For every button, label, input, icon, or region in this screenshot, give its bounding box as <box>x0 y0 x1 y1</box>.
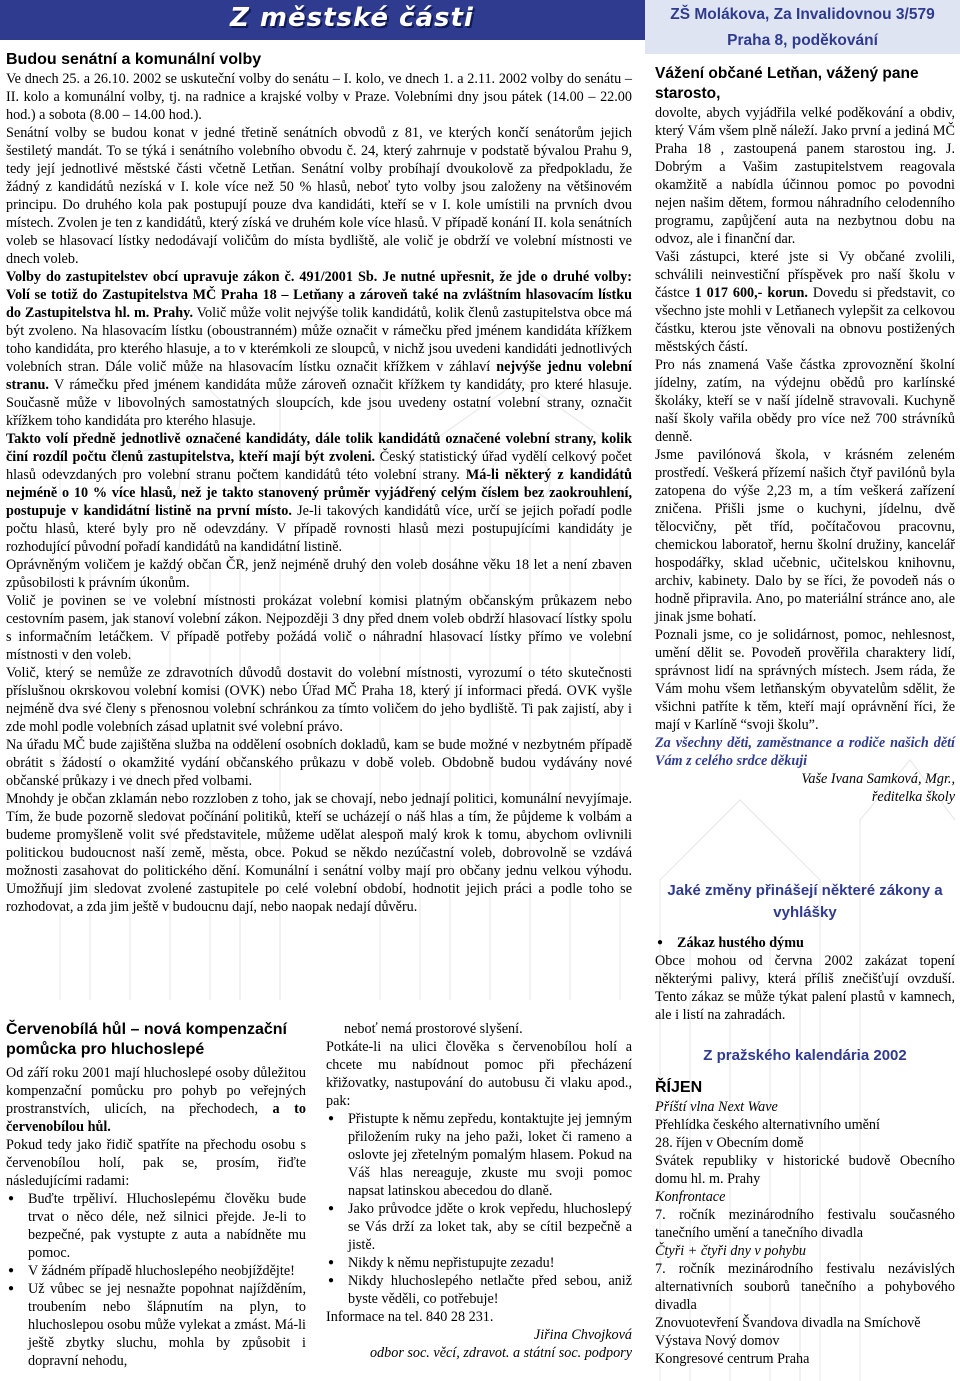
thanks-text: Za všechny děti, zaměstnance a rodiče našich dětí Vám z celého srdce děkuji <box>655 735 955 769</box>
paragraph <box>6 430 632 556</box>
cane-article-left <box>6 1020 306 1370</box>
info-phone: Informace na tel. 840 28 231. <box>326 1309 494 1325</box>
bold-text: a to červenobílou hůl. <box>6 1101 306 1135</box>
calendar-line: 7. ročník mezinárodního festivalu současného tanečního umění a tanečního divadla <box>655 1207 955 1241</box>
paragraph: Volič je povinen se ve volební místnosti prokázat volební komisi platným občanským průkazem nebo cestovním pasem, jak stanoví volební zákon. Nejpozději 3 dny před dnem voleb obdrží hlasovací lístky spolu s informačním letáčkem. V případě potřeby požádá volič o náhradní hlasovací lístky přímo ve volební místnosti v den voleb. <box>6 593 632 663</box>
calendar-line: Svátek republiky v historické budově Obecního domu hl. m. Prahy <box>655 1153 955 1187</box>
text: Český statistický úřad vydělí celkový počet hlasů odevzdaných pro volební stranu počtem kandidátů této volební strany. <box>6 449 632 483</box>
calendar-line: Kongresové centrum Praha <box>655 1351 810 1367</box>
signature-name: Vaše Ivana Samková, Mgr., <box>801 771 955 787</box>
bold-text: 1 017 600,- korun. <box>694 285 808 301</box>
paragraph <box>6 268 632 430</box>
paragraph: neboť nemá prostorové slyšení. <box>344 1021 523 1037</box>
article-heading: Budou senátní a komunální volby <box>6 51 262 68</box>
list-item: ● Buďte trpěliví. Hluchoslepému člověku bude trvat o něco déle, než silnici přejde. Je-li to bezpečné, pak vystupte z auta a nabídněte mu pomoc. <box>6 1190 306 1262</box>
paragraph: Ve dnech 25. a 26.10. 2002 se uskuteční volby do senátu – I. kolo, ve dnech 1. a 2.11. 2002 volby do senátu – II. kolo a komunální volby, tj. na radnice a krajské volby v Praze. Volebními dny jsou pátek (14.00 – 22.00 hod.) a sobota (8.00 – 14.00 hod.). <box>6 71 632 123</box>
school-title-2: Praha 8, poděkování <box>727 32 878 49</box>
calendar-line: Výstava Nový domov <box>655 1333 780 1349</box>
law-changes-article <box>655 880 955 1024</box>
cane-article-right <box>326 1020 632 1362</box>
section-banner <box>0 0 645 40</box>
paragraph <box>6 1064 306 1136</box>
signature-name: Jiřina Chvojková <box>533 1327 632 1343</box>
help-list <box>326 1110 632 1308</box>
calendar-title: Z pražského kalendária 2002 <box>703 1047 907 1064</box>
signature-role: ředitelka školy <box>871 789 955 805</box>
text: Dovedu si představit, co všechno jste mohli v Letňanech vylepšit za celkovou částku, kterou jste věnovali na obnovu postižených městských částí. <box>655 285 955 355</box>
changes-title: Jaké změny přinášejí některé zákony a vyhlášky <box>667 882 943 921</box>
school-article <box>655 64 955 806</box>
calendar-line: Konfrontace <box>655 1189 726 1205</box>
list-item: ● Jako průvodce jděte o krok vepředu, hluchoslepý se Vás drží za loket tak, aby se cítil bezpečně a jistě. <box>326 1200 632 1254</box>
calendar-list <box>655 1098 955 1368</box>
paragraph: Volič, který se nemůže ze zdravotních důvodů dostavit do volební místnosti, vyrozumí o této skutečnosti příslušnou okrskovou volební komisi (OVK) nebo Úřad MČ Praha 18, který jí informaci předá. OVK vyšle nejméně dva své členy s přenosnou volební schránkou za tímto voličem do jeho bydliště. Ti pak zajistí, aby i zde mohl podle volebních zásad uplatnit své volební právo. <box>6 665 632 735</box>
tips-list <box>6 1190 306 1370</box>
paragraph: Mnohdy je občan zklamán nebo rozzloben z toho, jak se chovají, nebo jednají politici, komunální nevyjímaje. Tím, že bude pozorně sledovat počínání politiků, kteří se ucházejí o náš hlas a tím, že půjdeme k volbám a budeme promyšleně volit své představitele, můžeme udělat alespoň malý krok k tomu, abychom ovlivnili politickou budoucnost naší země, města, obce. Pokud se někdo nezúčastní voleb, dobrovolně se vzdává možnosti zasahovat do politického dění. Komunální i senátní volby mají pro občany jednu velkou výhodu. Umožňují jim sledovat zvolené zastupitele po celé volební období, hodnotit jejich práci a podle toho se rozhodovat, a zda jim ještě v budoucnu dají, nebo naopak nedají důvěru. <box>6 791 632 915</box>
paragraph <box>655 248 955 356</box>
bold-text: Volby do zastupitelstev obcí upravuje zákon č. 491/2001 Sb. Je nutné upřesnit, že jde o druhé volby: Volí se totiž do Zastupitelstva MČ Praha 18 – Letňany a zároveň také na zvláštním hlasovacím lístku do Zastupitelstva hl. m. Prahy. <box>6 269 632 321</box>
paragraph: Potkáte-li na ulici člověka s červenobílou holí a chcete mu nabídnout pomoc při přecházení křižovatky, nastupování do autobusu či vlaku apod., pak: <box>326 1039 632 1109</box>
bold-text: Má-li některý z kandidátů nejméně o 10 % více hlasů, než je takto stanovený průměr vyjádřený celým číslem bez zaokrouhlení, postupuje v kandidátní listině na první místo. <box>6 467 633 519</box>
calendar-month: ŘÍJEN <box>655 1079 703 1096</box>
changes-list <box>655 934 955 952</box>
bold-text: nejvýše jednu volební stranu. <box>6 359 632 393</box>
list-item: ● Nikdy hluchoslepého netlačte před sebou, aniž byste věděli, co potřebuje! <box>326 1272 632 1308</box>
list-item: ● Přistupte k němu zepředu, kontaktujte jej jemným přiložením ruky na jeho paži, loket či rameno a oslovte jej zřetelným pomalým hlasem. Pokud na Váš hlas nereaguje, zkuste mu svoji pomoc napsat latinskou abecedou do dlaně. <box>326 1110 632 1200</box>
paragraph: Oprávněným voličem je každý občan ČR, jenž nejméně druhý den voleb dosáhne věku 18 let a není zbaven způsobilosti k právním úkonům. <box>6 557 632 591</box>
paragraph: Senátní volby se budou konat v jedné třetině senátních obvodů z 81, ve kterých končí senátorům jejich šestiletý mandát. To se týká i senátního volebního obvodu č. 24, který zahrnuje v podstatě bývalou Prahu 9, tedy její jednotlivé městské části včetně Letňan. Senátní volby probíhají dvoukolově za předpokladu, že žádný z kandidátů nezíská v I. kole více než 50 % hlasů, neboť tyto volby jsou založeny na většinovém principu. Do druhého kola pak postupují pouze dva kandidáti, kteří se v I. kole umístili na prvních dvou místech. Zvolen je ten z kandidátů, který získá ve druhém kole více hlasů. V případě konání II. kola senátních voleb se hlasovací lístky nedodávají voličům do místa bydliště, ale volič je obdrží ve volební místnosti ve dnech voleb. <box>6 125 632 267</box>
paragraph: Jsme pavilónová škola, v krásném zeleném prostředí. Veškerá přízemí našich čtyř pavilónů byla zatopena do výše 2,23 m, a tím veškerá zařízení zničena. Přišli jsme o kuchyni, jídelnu, dvě tělocvičny, pět tříd, počítačovou pracovnu, chemickou laboratoř, hernu školní družiny, kancelář hospodářky, sklad učebnic, učitelskou knihovnu, archiv, kabinety. Dalo by se říci, že povodeň nás o hodně připravila. Ano, po materiální stránce ano, ale jinak jsme bohatí. <box>655 447 955 625</box>
paragraph: Na úřadu MČ bude zajištěna služba na oddělení osobních dokladů, kam se bude možné v nezbytném případě obrátit s žádostí o okamžité vydání občanského průkazu v době voleb. Obdobně budou vydávány nové občanské průkazy i ve dnech před volbami. <box>6 737 632 789</box>
text: Vaši zástupci, které jste si Vy občané zvolili, schválili neinvestiční příspěvek pro naší školu v částce <box>655 249 955 301</box>
text: V rámečku před jménem kandidáta může zároveň označit křížkem ty kandidáty, pro které hlasuje. Současně může v libovolných samostatných sloupcích, kde jsou uvedeny ostatní volební strany, označit křížkem toho kandidáta pro kterého hlasuje. <box>6 377 632 429</box>
paragraph: Obce mohou od června 2002 zakázat topení některými palivy, která příliš znečišťují ovzduší. Tento zákaz se může týkat palení plastů v kamnech, ale i listí na zahradách. <box>655 953 955 1023</box>
calendar-line: 28. říjen v Obecním domě <box>655 1135 804 1151</box>
calendar-line: Znovuotevření Švandova divadla na Smíchově <box>655 1315 921 1331</box>
paragraph: Poznali jsme, co je solidárnost, pomoc, nehlesnost, umění dělit se. Povodeň prověřila charaktery lidí, správnost lidí na správných místech. Jsem ráda, že Vám mohu všem letňanským obyvatelům sdělit, že všichni patříte k těm, kteří mají oprávnění říci, že mají v Karlíně “svoji školu”. <box>655 627 955 733</box>
calendar-line: Čtyři + čtyři dny v pohybu <box>655 1243 807 1259</box>
school-title-1: ZŠ Molákova, Za Invalidovnou 3/579 <box>670 6 935 23</box>
paragraph: Pro nás znamená Vaše částka zprovoznění školní jídelny, zatím, na výdejnu obědů pro karlínské školáky, kteří se v naší jídelně stravovali. Kuchyně naší školy vařila obědy pro více než 700 strávníků denně. <box>655 357 955 445</box>
signature-dept: odbor soc. věcí, zdravot. a státní soc. podpory <box>369 1345 632 1361</box>
calendar-article <box>655 1046 955 1368</box>
list-item: ● Nikdy k němu nepřistupujte zezadu! <box>326 1254 632 1272</box>
paragraph: dovolte, abych vyjádřila velké poděkování a obdiv, který Vám všem plně náleží. Jako první a jediná MČ Praha 18 , zastoupená panem starostou ing. J. Dobrým a Vašim zastupitelstvem reagovala okamžitě a nabídla účinnou pomoc po povodni nejen našim dětem, formou náhradního celodenního programu, zapůjčení auta na nezbytnou dobu na odvoz, ale i finanční dar. <box>655 105 955 247</box>
text: Volič může volit nejvýše tolik kandidátů, kolik členů zastupitelstva obce má být zvoleno. Na hlasovacím lístku (oboustranném) může označit v rámečku před jménem kandidáta křížkem toho kandidáta, pro kterého hlasuje, a to v kterémkoli ze sloupců, v nichž jsou uvedeni kandidáti jednotlivých volebních stran. Dále volič může na hlasovacím lístku označit křížkem v záhlaví <box>6 305 632 375</box>
list-item: ● Zákaz hustého dýmu <box>655 934 955 952</box>
calendar-line: Přehlídka českého alternativního umění <box>655 1117 880 1133</box>
school-greeting: Vážení občané Letňan, vážený pane starosto, <box>655 65 919 102</box>
paragraph: Pokud tedy jako řidič spatříte na přechodu osobu s červenobílou holí, pak se, prosím, řiďte následujícími radami: <box>6 1137 306 1189</box>
cane-heading: Červenobílá hůl – nová kompenzační pomůcka pro hluchoslepé <box>6 1021 287 1058</box>
election-article <box>6 50 632 916</box>
calendar-line: Příští vlna Next Wave <box>655 1099 778 1115</box>
school-header <box>645 4 960 52</box>
list-item: ● V žádném případě hluchoslepého neobjíždějte! <box>6 1262 306 1280</box>
text: Od září roku 2001 mají hluchoslepé osoby důležitou kompenzační pomůcku pro pohyb po veřejných prostranstvích, ulicích, na přechodech, <box>6 1065 306 1117</box>
banner-title: Z městské části <box>230 3 474 33</box>
bold-text: Takto volí předně jednotlivě označené kandidáty, dále tolik kandidátů označené volební strany, kolik činí rozdíl počtu členů zastupitelstva, kteří mají být zvoleni. <box>6 431 632 465</box>
calendar-line: 7. ročník mezinárodního festivalu nezávislých alternativních souborů tanečního a pohybového divadla <box>655 1261 955 1313</box>
text: Je-li takových kandidátů více, určí se jejich pořadí podle počtu hlasů, které byly pro ně odevzdány. V případě rovnosti hlasů mezi postupujícími kandidáty je rozhodující původní pořadí kandidátů na kandidátní listině. <box>6 503 632 555</box>
list-item: ● Už vůbec se jej nesnažte popohnat najížděním, troubením nebo šlápnutím na plyn, to hluchoslepou osobu může vylekat a zmást. Má-li ještě zbytky sluchu, mohla by způsobit i dopravní nehodu, <box>6 1280 306 1370</box>
